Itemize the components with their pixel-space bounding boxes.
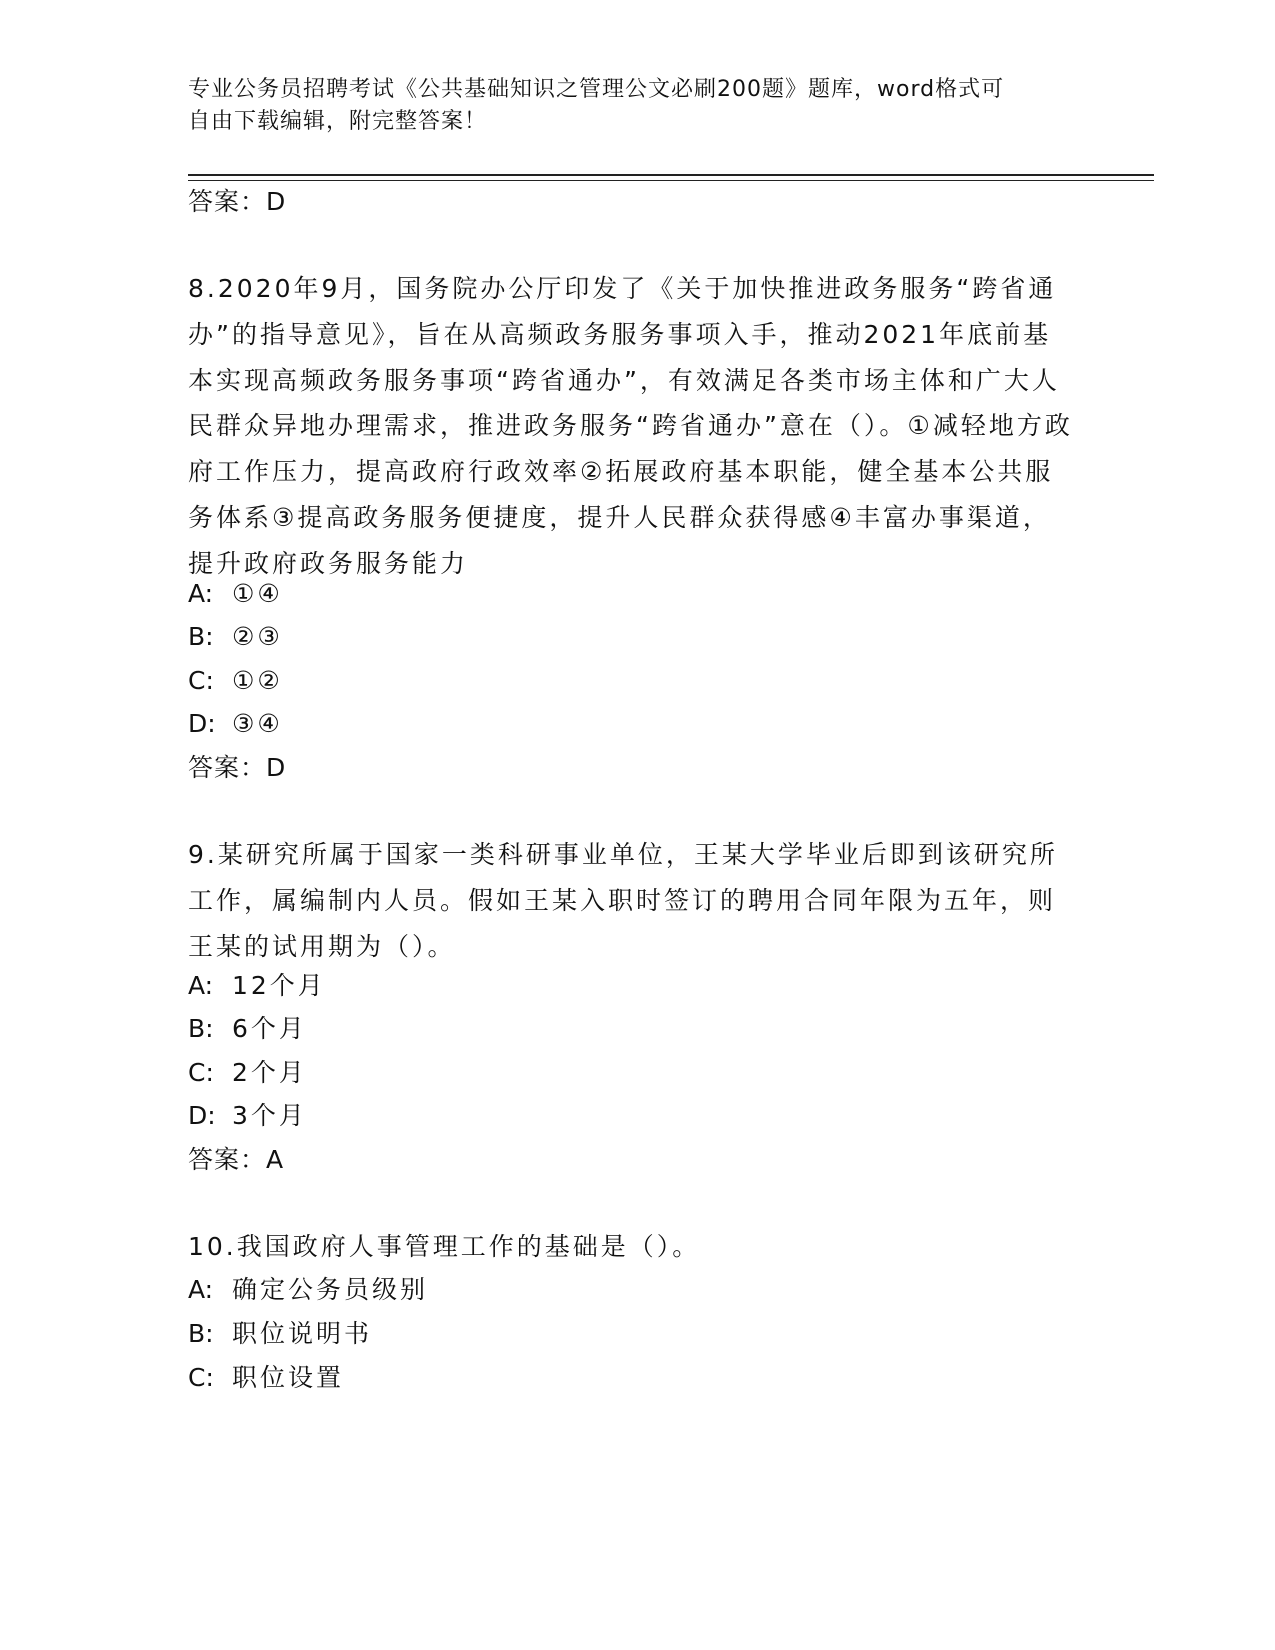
question-10-text: 10.我国政府人事管理工作的基础是（）。 (188, 1232, 701, 1261)
option-letter: A: (188, 971, 214, 1000)
option-text: 12个月 (232, 971, 326, 1000)
option-text: 2个月 (232, 1058, 307, 1087)
question-8-option-c (188, 665, 283, 697)
prev-question-answer: 答案：D (188, 187, 287, 216)
header-rule-thin (188, 180, 1154, 181)
question-10-option-b (188, 1318, 372, 1350)
question-9-option-d (188, 1100, 307, 1132)
option-text: 3个月 (232, 1101, 307, 1130)
question-10-option-c (188, 1362, 344, 1394)
document-header (188, 74, 1068, 138)
question-10-option-a (188, 1274, 428, 1306)
question-8-answer: 答案：D (188, 753, 287, 782)
option-letter: A: (188, 579, 214, 608)
question-8-option-b (188, 621, 283, 653)
option-letter: C: (188, 1363, 214, 1392)
header-line-2: 自由下载编辑，附完整答案！ (188, 109, 488, 134)
option-text: ①④ (232, 579, 283, 608)
option-letter: C: (188, 666, 214, 695)
header-line-1: 专业公务员招聘考试《公共基础知识之管理公文必刷200题》题库，word格式可 (188, 77, 1005, 102)
question-9-answer: 答案：A (188, 1145, 285, 1174)
option-letter: B: (188, 1014, 214, 1043)
option-text: 职位说明书 (232, 1319, 373, 1348)
question-9-option-a (188, 970, 326, 1002)
option-text: ③④ (232, 709, 283, 738)
option-text: ②③ (232, 622, 283, 651)
option-letter: D: (188, 1101, 216, 1130)
question-9-option-b (188, 1013, 307, 1045)
question-8-text: 8.2020年9月，国务院办公厅印发了《关于加快推进政务服务“跨省通办”的指导意见》，旨在从高频政务服务事项入手，推动2021年底前基本实现高频政务服务事项“跨省通办”，有效满足各类市场主体和广大人民群众异地办理需求，推进政务服务“跨省通办”意在（）。①减轻地方政府工作压力，提高政府行政效率②拓展政府基本职能，健全基本公共服务体系③提高政务服务便捷度，提升人民群众获得感④丰富办事渠道，提升政府政务服务能力 (188, 274, 1073, 578)
option-text: 职位设置 (232, 1363, 345, 1392)
option-letter: D: (188, 709, 216, 738)
option-letter: B: (188, 1319, 214, 1348)
header-rule-thick (188, 174, 1154, 176)
question-9-text: 9.某研究所属于国家一类科研事业单位，王某大学毕业后即到该研究所工作，属编制内人员。假如王某入职时签订的聘用合同年限为五年，则王某的试用期为（）。 (188, 840, 1058, 961)
question-8-option-d (188, 708, 283, 740)
option-text: 确定公务员级别 (232, 1275, 429, 1304)
option-letter: B: (188, 622, 214, 651)
option-text: ①② (232, 666, 283, 695)
question-9-option-c (188, 1057, 307, 1089)
option-letter: C: (188, 1058, 214, 1087)
question-8-option-a (188, 578, 283, 610)
option-text: 6个月 (232, 1014, 307, 1043)
option-letter: A: (188, 1275, 214, 1304)
